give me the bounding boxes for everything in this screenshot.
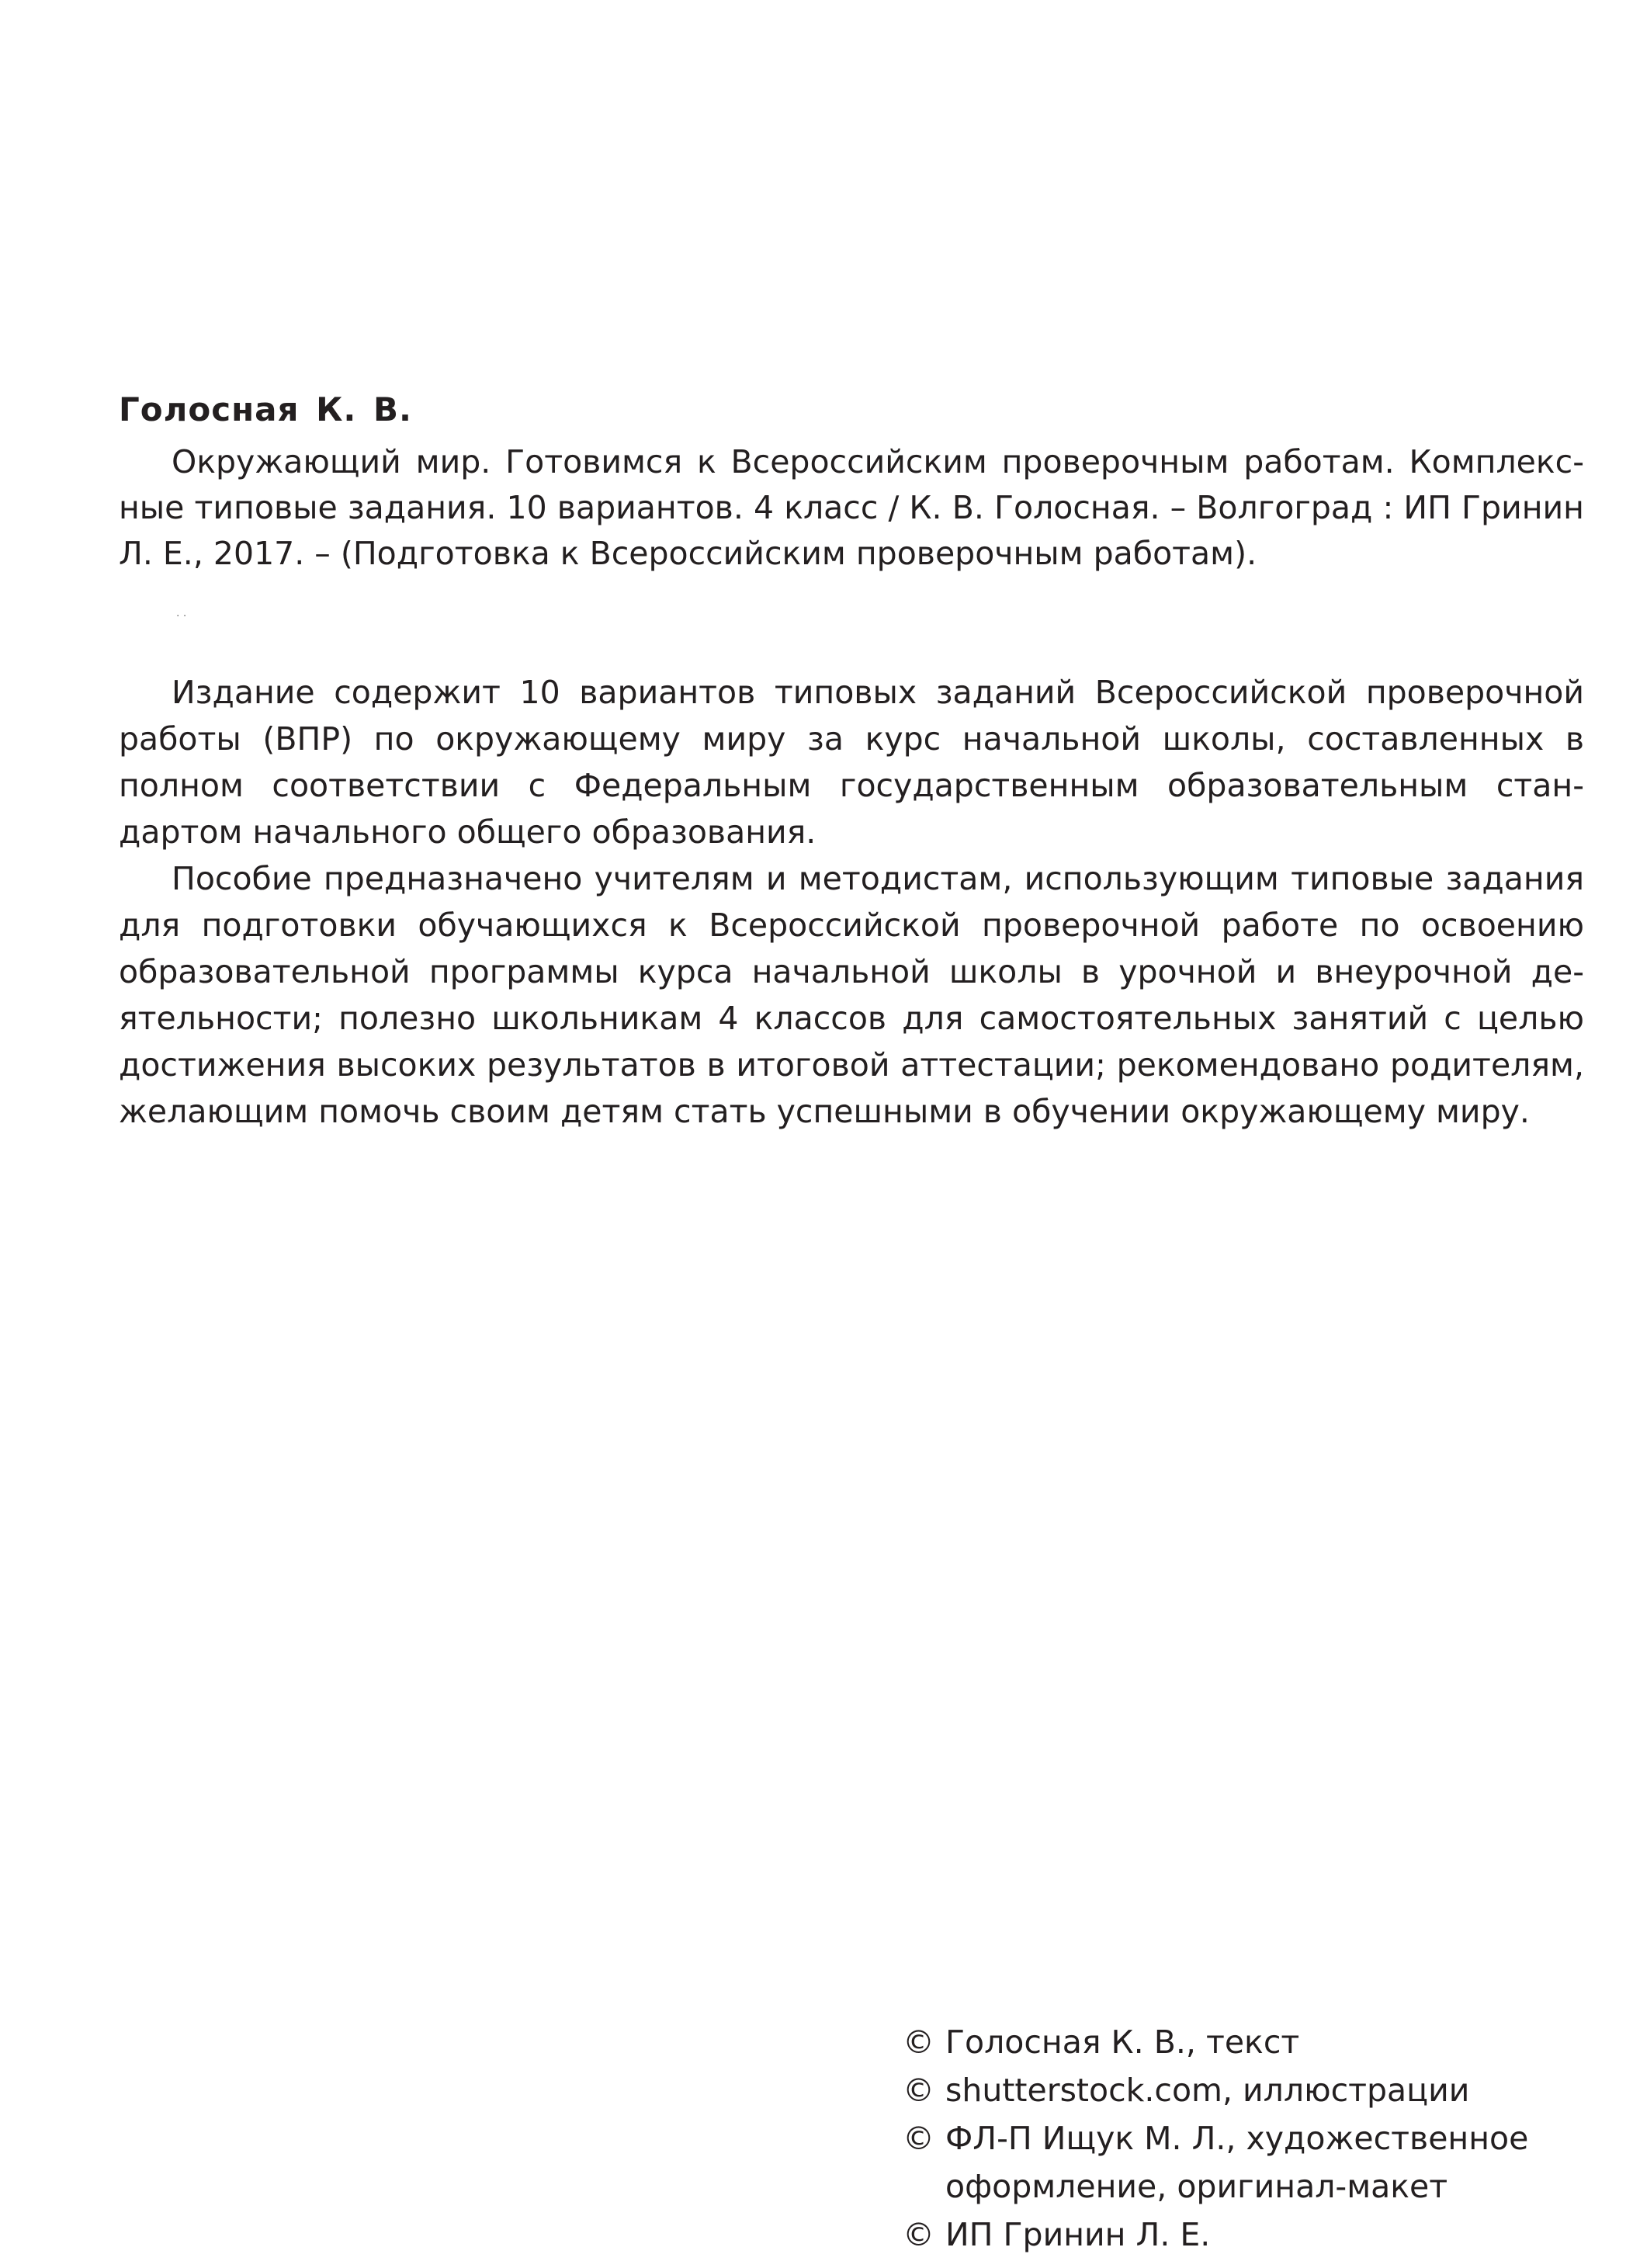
author-heading: Голосная К. В. — [119, 390, 412, 428]
copyright-item — [903, 2066, 1586, 2114]
copyright-symbol: © — [903, 2072, 934, 2109]
copyright-text: Голосная К. В., текст — [945, 2024, 1300, 2061]
copyright-list — [903, 2018, 1586, 2259]
print-specks: · · — [176, 610, 187, 622]
annotation-paragraph: Издание содержит 10 вариантов типовых заданий Всероссийской проверочной работы (ВПР) по окружающему миру за курс начальной школы, составленных в полном соответствии с Федеральным государственным образовательным стандартом начального общего образования. — [119, 674, 1584, 851]
copyright-text: ФЛ-П Ищук М. Л., художественное оформление, оригинал-макет — [945, 2120, 1529, 2205]
bibliographic-description: Окружающий мир. Готовимся к Всероссийским проверочным работам. Комплексные типовые задания. 10 вариантов. 4 класс / К. В. Голосная. – Волгоград : ИП Гринин Л. Е., 2017. – (Подготовка к Всероссийским проверочным работам). — [119, 443, 1584, 572]
annotation — [119, 669, 1584, 1135]
copyright-item — [903, 2211, 1586, 2259]
annotation-paragraph: Пособие предназначено учителям и методистам, использующим типовые задания для подготовки обучающихся к Всероссийской проверочной работе по освоению образовательной программы курса начальной школы в урочной и внеурочной деятельности; полезно школьникам 4 классов для самостоятельных занятий с целью достижения высоких результатов в итоговой аттестации; рекомендовано родителям, желающим помочь своим детям стать успешными в обучении окружающему миру. — [119, 860, 1584, 1130]
copyright-symbol: © — [903, 2216, 934, 2253]
copyright-item — [903, 2018, 1586, 2066]
copyright-symbol: © — [903, 2024, 934, 2061]
copyright-item — [903, 2114, 1586, 2211]
copyright-symbol: © — [903, 2120, 934, 2157]
copyright-text: shutterstock.com, иллюстрации — [945, 2072, 1470, 2109]
copyright-text: ИП Гринин Л. Е. — [945, 2216, 1211, 2253]
